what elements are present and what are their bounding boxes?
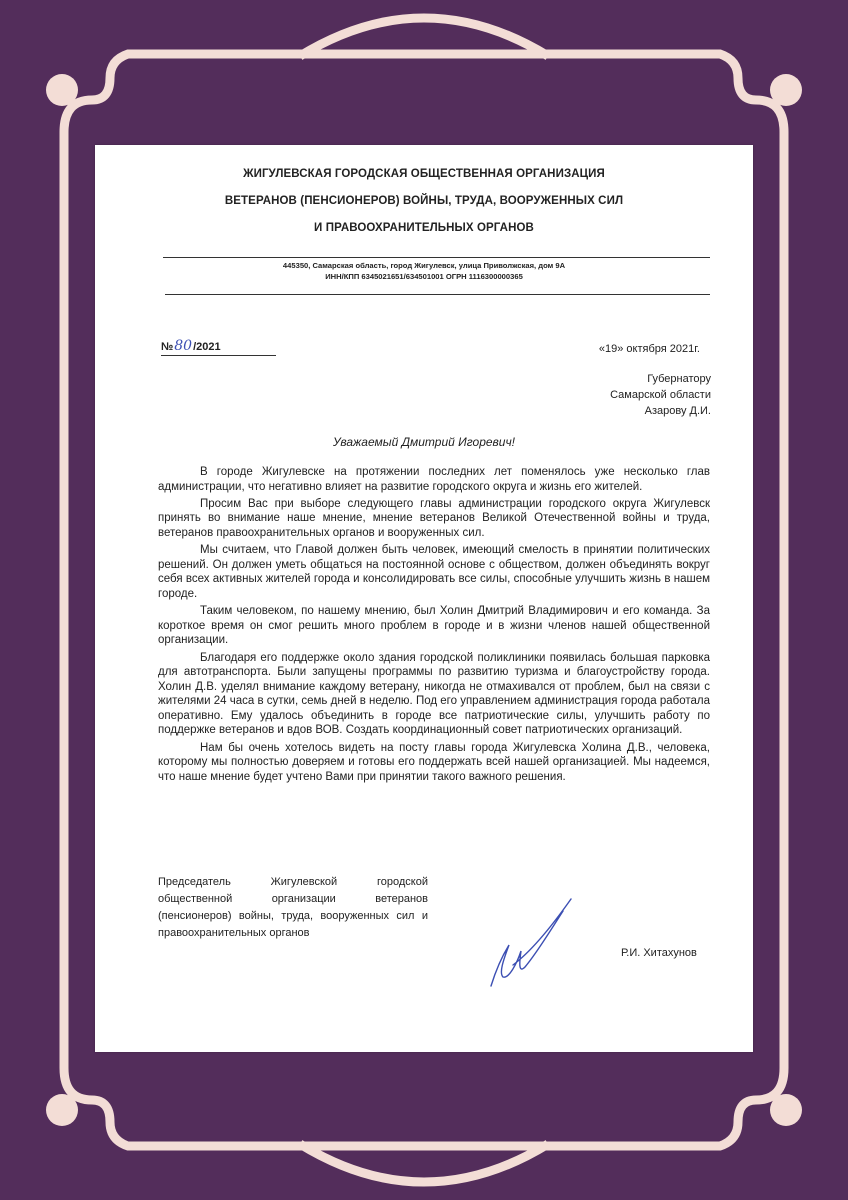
- letter-date: «19» октября 2021г.: [598, 343, 700, 355]
- outgoing-number: [161, 338, 276, 356]
- signatory-name: Р.И. Хитахунов: [621, 947, 697, 959]
- body-paragraph-3: Мы считаем, что Главой должен быть человек, имеющий смелость в принятии политических решений. Он должен уметь общаться на постоянной основе с обществом, должен объединять вокруг себя всех активных жителей города и консолидировать все силы, способные улучшить жизнь в нашем городе.: [158, 544, 710, 600]
- letterhead-line-1: ЖИГУЛЕВСКАЯ ГОРОДСКАЯ ОБЩЕСТВЕННАЯ ОРГАНИЗАЦИЯ: [243, 168, 605, 180]
- handwritten-signature: [483, 893, 583, 993]
- body-paragraph-2: Просим Вас при выборе следующего главы администрации городского округа Жигулевск принять во внимание наше мнение, мнение ветеранов Великой Отечественной войны и труда, ветеранов правоохранительных органов и вооруженных сил.: [158, 497, 710, 539]
- letterhead-address: 445350, Самарская область, город Жигулевск, улица Приволжская, дом 9А: [282, 261, 566, 270]
- letter-body: [158, 465, 710, 787]
- number-prefix: №: [161, 341, 174, 353]
- frame-corner-dot-br: [770, 1094, 802, 1126]
- body-paragraph-1: В городе Жигулевске на протяжении последних лет поменялось уже несколько глав администрации, что негативно влияет на развитие городского округа и жизнь его жителей.: [158, 466, 710, 493]
- addressee-line-2: Самарской области: [610, 389, 711, 401]
- signatory-title: Председатель Жигулевской городской общественной организации ветеранов (пенсионеров) войны, труда, вооруженных сил и правоохранительных органов: [158, 876, 428, 939]
- frame-corner-dot-bl: [46, 1094, 78, 1126]
- body-paragraph-6: Нам бы очень хотелось видеть на посту главы города Жигулевска Холина Д.В., человека, которому мы полностью доверяем и готовы его поддержать всей нашей организацией. Мы надеемся, что наше мнение будет учтено Вами при принятии такого важного решения.: [158, 741, 710, 783]
- letterhead-line-2: ВЕТЕРАНОВ (ПЕНСИОНЕРОВ) ВОЙНЫ, ТРУДА, ВООРУЖЕННЫХ СИЛ: [224, 195, 624, 207]
- body-paragraph-5: Благодаря его поддержке около здания городской поликлиники появилась большая парковка для автотранспорта. Были запущены программы по развитию туризма и благоустройству города. Холин Д.В. уделял внимание каждому ветерану, никогда не отмахивался от проблем, был на связи с жителями 24 часа в сутки, семь дней в неделю. Под его управлением администрация города работала оперативно. Ему удалось объединить в городе все патриотические силы, улучшить работу по поддержке ветеранов и вдов ВОВ. Создать координационный совет патриотических организаций.: [158, 651, 710, 737]
- frame-corner-dot-tr: [770, 74, 802, 106]
- letterhead-line-3: И ПРАВООХРАНИТЕЛЬНЫХ ОРГАНОВ: [314, 222, 534, 234]
- handwritten-number: 80: [174, 338, 193, 354]
- letterhead-rule-top: [163, 257, 710, 258]
- letterhead-requisites: ИНН/КПП 6345021651/634501001 ОГРН 1116300000365: [325, 272, 523, 281]
- greeting: Уважаемый Дмитрий Игоревич!: [332, 435, 516, 449]
- body-paragraph-4: Таким человеком, по нашему мнению, был Холин Дмитрий Владимирович и его команда. За короткое время он смог решить много проблем в городе и в жизни членов нашей общественной организации.: [158, 605, 710, 647]
- addressee-line-1: Губернатору: [647, 373, 711, 385]
- addressee-block: [610, 371, 711, 419]
- letter-page: [95, 145, 753, 1052]
- number-suffix: /2021: [193, 341, 221, 353]
- addressee-line-3: Азарову Д.И.: [644, 405, 711, 417]
- letterhead-rule-bottom: [165, 294, 710, 295]
- frame-corner-dot-tl: [46, 74, 78, 106]
